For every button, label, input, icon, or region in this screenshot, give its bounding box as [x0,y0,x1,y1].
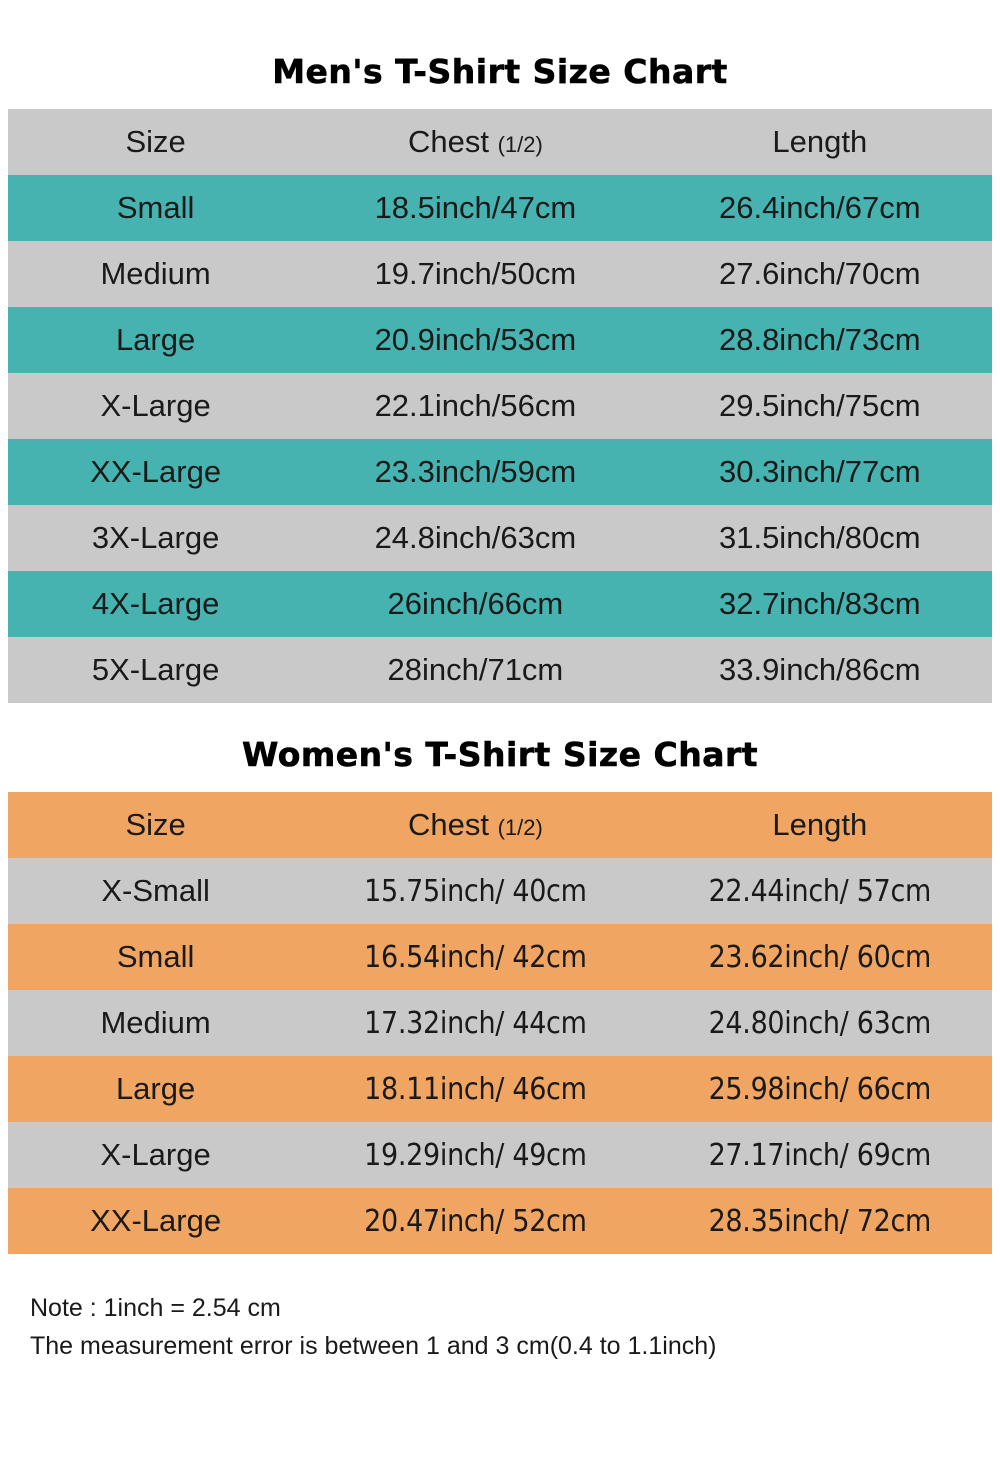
table-row [8,1056,992,1122]
men-header-chest [303,109,647,175]
men-row-2-chest: 20.9inch/53cm [303,307,647,373]
women-header-chest [303,792,647,858]
table-row [8,1122,992,1188]
table-row [8,924,992,990]
women-row-1-size: Small [8,924,303,990]
women-row-4-length: 27.17inch/ 69cm [648,1122,992,1188]
table-row [8,373,992,439]
men-row-1-length: 27.6inch/70cm [648,241,992,307]
men-header-chest-sub: (1/2) [497,132,543,157]
women-row-2-size: Medium [8,990,303,1056]
women-size-table [8,792,992,1254]
men-row-5-chest: 24.8inch/63cm [303,505,647,571]
women-row-1-length: 23.62inch/ 60cm [648,924,992,990]
women-chart-title: Women's T-Shirt Size Chart [241,735,759,774]
men-row-4-length: 30.3inch/77cm [648,439,992,505]
men-row-1-chest: 19.7inch/50cm [303,241,647,307]
men-row-3-size: X-Large [8,373,303,439]
men-row-5-size: 3X-Large [8,505,303,571]
men-row-4-size: XX-Large [8,439,303,505]
men-header-chest-label: Chest [407,124,489,159]
table-row [8,571,992,637]
women-header-chest-label: Chest [407,807,489,842]
table-row [8,637,992,703]
women-row-1-chest: 16.54inch/ 42cm [303,924,647,990]
women-row-0-chest: 15.75inch/ 40cm [303,858,647,924]
men-row-3-chest: 22.1inch/56cm [303,373,647,439]
table-row [8,505,992,571]
women-table-header-row [8,792,992,858]
women-row-3-size: Large [8,1056,303,1122]
women-row-4-chest: 19.29inch/ 49cm [303,1122,647,1188]
women-row-0-size: X-Small [8,858,303,924]
women-row-3-chest: 18.11inch/ 46cm [303,1056,647,1122]
men-row-7-size: 5X-Large [8,637,303,703]
men-row-0-length: 26.4inch/67cm [648,175,992,241]
note-conversion: Note : 1inch = 2.54 cm [30,1294,281,1322]
men-row-2-length: 28.8inch/73cm [648,307,992,373]
men-table-body [8,109,992,703]
men-row-6-chest: 26inch/66cm [303,571,647,637]
women-row-2-length: 24.80inch/ 63cm [648,990,992,1056]
table-row [8,858,992,924]
men-row-2-size: Large [8,307,303,373]
men-row-0-size: Small [8,175,303,241]
table-row [8,241,992,307]
men-row-4-chest: 23.3inch/59cm [303,439,647,505]
men-row-7-length: 33.9inch/86cm [648,637,992,703]
table-row [8,307,992,373]
men-row-0-chest: 18.5inch/47cm [303,175,647,241]
men-size-table [8,109,992,703]
women-row-0-length: 22.44inch/ 57cm [648,858,992,924]
men-row-3-length: 29.5inch/75cm [648,373,992,439]
note-measurement-error: The measurement error is between 1 and 3 cm(0.4 to 1.1inch) [30,1331,717,1360]
women-row-5-size: XX-Large [8,1188,303,1254]
men-header-size: Size [8,109,303,175]
men-row-6-length: 32.7inch/83cm [648,571,992,637]
men-table-header-row [8,109,992,175]
men-header-length: Length [648,109,992,175]
notes-block [30,1290,1000,1365]
women-header-chest-sub: (1/2) [497,815,543,840]
men-row-7-chest: 28inch/71cm [303,637,647,703]
women-header-size: Size [8,792,303,858]
women-header-length: Length [648,792,992,858]
women-table-body [8,792,992,1254]
table-row [8,990,992,1056]
table-row [8,175,992,241]
men-row-6-size: 4X-Large [8,571,303,637]
women-row-4-size: X-Large [8,1122,303,1188]
men-row-1-size: Medium [8,241,303,307]
women-row-5-chest: 20.47inch/ 52cm [303,1188,647,1254]
men-chart-title: Men's T-Shirt Size Chart [272,52,728,91]
table-row [8,1188,992,1254]
women-row-2-chest: 17.32inch/ 44cm [303,990,647,1056]
women-row-3-length: 25.98inch/ 66cm [648,1056,992,1122]
women-row-5-length: 28.35inch/ 72cm [648,1188,992,1254]
men-row-5-length: 31.5inch/80cm [648,505,992,571]
table-row [8,439,992,505]
